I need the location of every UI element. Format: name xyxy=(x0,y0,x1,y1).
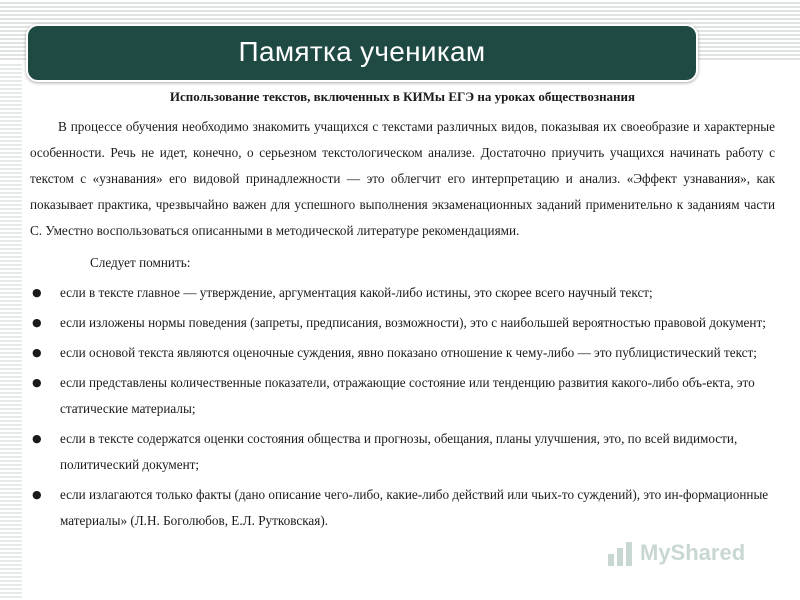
list-item xyxy=(30,280,775,306)
list-item xyxy=(30,310,775,336)
bullet-icon: ● xyxy=(32,346,42,359)
list-item xyxy=(30,370,775,422)
list-item xyxy=(30,426,775,478)
left-stripes-decoration xyxy=(0,62,22,600)
slide-title: Памятка ученикам xyxy=(238,36,486,67)
chart-icon xyxy=(606,538,636,568)
slide-subtitle: Использование текстов, включенных в КИМы ЕГЭ на уроках обществознания xyxy=(169,89,636,104)
watermark-text: MyShared xyxy=(640,540,746,565)
bullet-icon: ● xyxy=(32,488,42,501)
list-item xyxy=(30,482,775,534)
list-item-text: если изложены нормы поведения (запреты, предписания, возможности), это с наибольшей вероятностью правовой документ; xyxy=(60,315,766,330)
remember-heading: Следует помнить: xyxy=(90,255,191,270)
list-item xyxy=(30,340,775,366)
watermark-logo xyxy=(606,536,766,576)
list-item-text: если представлены количественные показатели, отражающие состояние или тенденцию развития какого-либо объ-екта, это статические материалы; xyxy=(60,375,755,416)
list-item-text: если основой текста являются оценочные суждения, явно показано отношение к чему-либо — это публицистический текст; xyxy=(60,345,757,360)
bullet-list xyxy=(30,280,775,534)
bullet-icon: ● xyxy=(32,286,42,299)
bullet-icon: ● xyxy=(32,376,42,389)
intro-paragraph: В процессе обучения необходимо знакомить учащихся с текстами различных видов, показывая их своеобразие и характерные особенности. Речь не идет, конечно, о серьезном текстологическом анализе. Достаточно приучить учащихся начинать работу с текстом с «узнавания» его видовой принадлежности — это облегчит его интерпретацию и анализ. «Эффект узнавания», как показывает практика, чрезвычайно важен для успешного выполнения экзаменационных заданий применительно к заданиям части С. Уместно воспользоваться описанными в методической литературе рекомендациями. xyxy=(30,119,775,238)
list-item-text: если в тексте содержатся оценки состояния общества и прогнозы, обещания, планы улучшения, это, по всей видимости, политический документ; xyxy=(60,431,738,472)
bullet-icon: ● xyxy=(32,316,42,329)
bullet-icon: ● xyxy=(32,432,42,445)
list-item-text: если излагаются только факты (дано описание чего-либо, какие-либо действий или чьих-то суждений), это ин-формационные материалы» (Л.Н. Боголюбов, Е.Л. Рутковская). xyxy=(60,487,769,528)
title-banner xyxy=(26,24,698,82)
list-item-text: если в тексте главное — утверждение, аргументация какой-либо истины, это скорее всего научный текст; xyxy=(60,285,653,300)
slide-content xyxy=(30,84,775,538)
